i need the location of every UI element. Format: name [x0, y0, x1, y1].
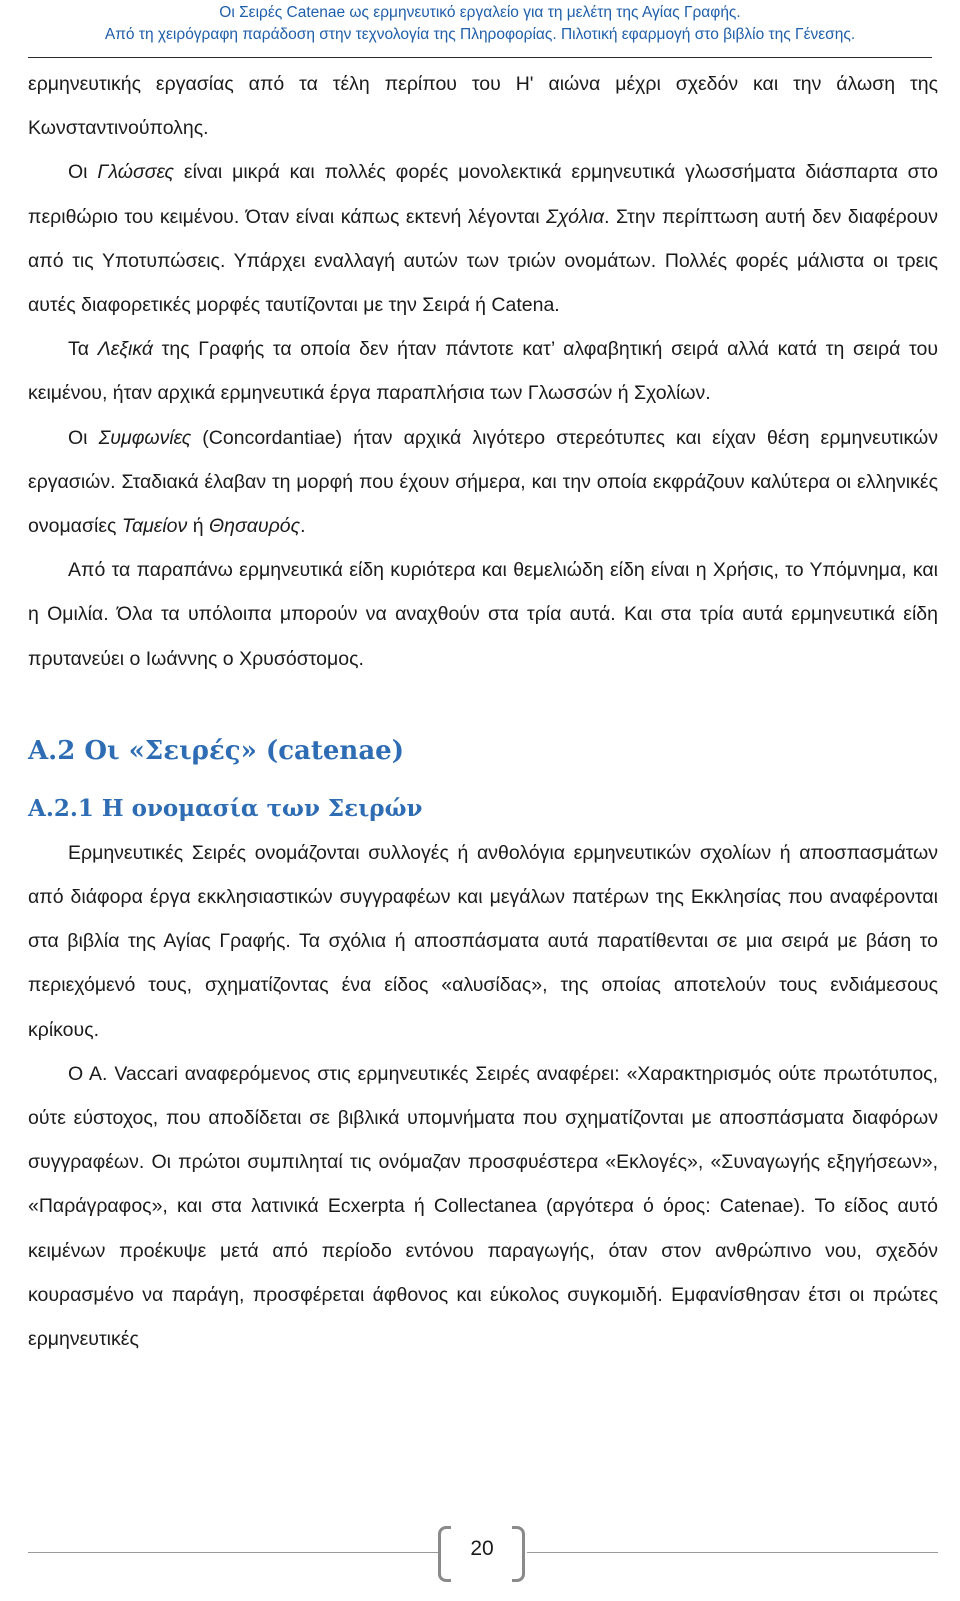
paragraph	[28, 150, 938, 327]
running-header	[0, 0, 960, 62]
italic-term: Γλώσσες	[97, 161, 175, 184]
page-body	[28, 62, 938, 1361]
text-run: Οι	[68, 426, 99, 449]
text-run: ή	[187, 515, 209, 538]
page-footer	[0, 1518, 960, 1588]
footer-rule-left	[28, 1552, 440, 1553]
text-run: Ερμηνευτικές Σειρές ονομάζονται συλλογές ή ανθολόγια ερμηνευτικών σχολίων ή αποσπασμάτων από διάφορα έργα εκκλησιαστικών συγγραφέων και μεγάλων πατέρων της Εκκλησίας που αναφέρονται στα βιβλία της Αγίας Γραφής. Τα σχόλια ή αποσπάσματα αυτά παρατίθενται σε μια σειρά με βάση το περιεχόμενό τους, σχηματίζοντας ένα είδος «αλυσίδας», της οποίας αποτελούν τους ενδιάμεσους κρίκους.	[28, 841, 938, 1041]
header-line-2: Από τη χειρόγραφη παράδοση στην τεχνολογία της Πληροφορίας. Πιλοτική εφαρμογή στο βιβλίο της Γένεσης.	[104, 26, 856, 43]
footer-rule-right	[527, 1552, 938, 1553]
page-number: 20	[470, 1537, 494, 1560]
italic-term: Συμφωνίες	[98, 426, 192, 449]
text-run: (Concordantiae) ήταν αρχικά λιγότερο στερεότυπες και είχαν θέση ερμηνευτικών εργασιών. Σταδιακά έλαβαν τη μορφή που έχουν σήμερα, και την οποία εκφράζουν καλύτερα οι ελληνικές ονομασίες	[28, 426, 939, 538]
header-line-1: Οι Σειρές Catenae ως ερμηνευτικό εργαλείο για τη μελέτη της Αγίας Γραφής.	[219, 4, 741, 21]
paragraph	[28, 62, 938, 150]
text-run: .	[300, 515, 306, 538]
paragraph	[28, 416, 938, 549]
paragraph	[28, 548, 938, 681]
italic-term: Σχόλια	[546, 205, 605, 228]
italic-term: Λεξικά	[97, 338, 153, 361]
paragraph	[28, 327, 938, 415]
header-rule	[28, 57, 932, 58]
italic-term: Ταμείον	[121, 515, 188, 538]
text-run: είναι μικρά και πολλές φορές μονολεκτικά ερμηνευτικά γλωσσήματα διάσπαρτα στο περιθώριο του κειμένου. Όταν είναι κάπως εκτενή λέγονται	[28, 161, 938, 228]
text-run: . Στην περίπτωση αυτή δεν διαφέρουν από τις Υποτυπώσεις. Υπάρχει εναλλαγή αυτών των τριών ονομάτων. Πολλές φορές μάλιστα οι τρεις αυτές διαφορετικές μορφές ταυτίζονται με την Σειρά ή Catena.	[28, 205, 939, 317]
text-run: Από τα παραπάνω ερμηνευτικά είδη κυριότερα και θεμελιώδη είδη είναι η Χρήσις, το Υπόμνημα, και η Ομιλία. Όλα τα υπόλοιπα μπορούν να αναχθούν στα τρία αυτά. Και στα τρία αυτά ερμηνευτικά είδη πρυτανεύει ο Ιωάννης ο Χρυσόστομος.	[28, 559, 938, 670]
right-bracket-icon	[512, 1526, 525, 1582]
paragraph	[28, 831, 938, 1052]
paragraph	[28, 1052, 938, 1361]
section-heading: Α.2 Οι «Σειρές» (catenae)	[28, 735, 405, 766]
italic-term: Θησαυρός	[208, 515, 301, 538]
subsection-heading: Α.2.1 Η ονομασία των Σειρών	[28, 794, 423, 822]
text-run: Τα	[68, 338, 98, 361]
left-bracket-icon	[438, 1526, 451, 1582]
text-run: Οι	[68, 161, 98, 184]
text-run: της Γραφής τα οποία δεν ήταν πάντοτε κατ’ αλφαβητική σειρά αλλά κατά τη σειρά του κειμένου, ήταν αρχικά ερμηνευτικά έργα παραπλήσια των Γλωσσών ή Σχολίων.	[28, 338, 938, 405]
text-run: ερμηνευτικής εργασίας από τα τέλη περίπου του Η' αιώνα μέχρι σχεδόν και την άλωση της Κωνσταντινούπολης.	[28, 73, 938, 140]
text-run: Ο Α. Vaccari αναφερόμενος στις ερμηνευτικές Σειρές αναφέρει: «Χαρακτηρισμός ούτε πρωτότυπος, ούτε εύστοχος, που αποδίδεται σε βιβλικά υπομνήματα που σχηματίζονται με αποσπάσματα διαφόρων συγγραφέων. Οι πρώτοι συμπιληταί τις ονόμαζαν προσφυέστερα «Εκλογές», «Συναγωγής εξηγήσεων», «Παράγραφος», και στα λατινικά Ecxerpta ή Collectanea (αργότερα ό όρος: Catenae). Το είδος αυτό κειμένων προέκυψε μετά από περίοδο εντόνου παραγωγής, όταν στον ανθρώπινο νου, σχεδόν κουρασμένο να παράγη, προσφέρεται άφθονος και εύκολος συγκομιδή. Εμφανίσθησαν έτσι οι πρώτες ερμηνευτικές	[28, 1062, 938, 1351]
